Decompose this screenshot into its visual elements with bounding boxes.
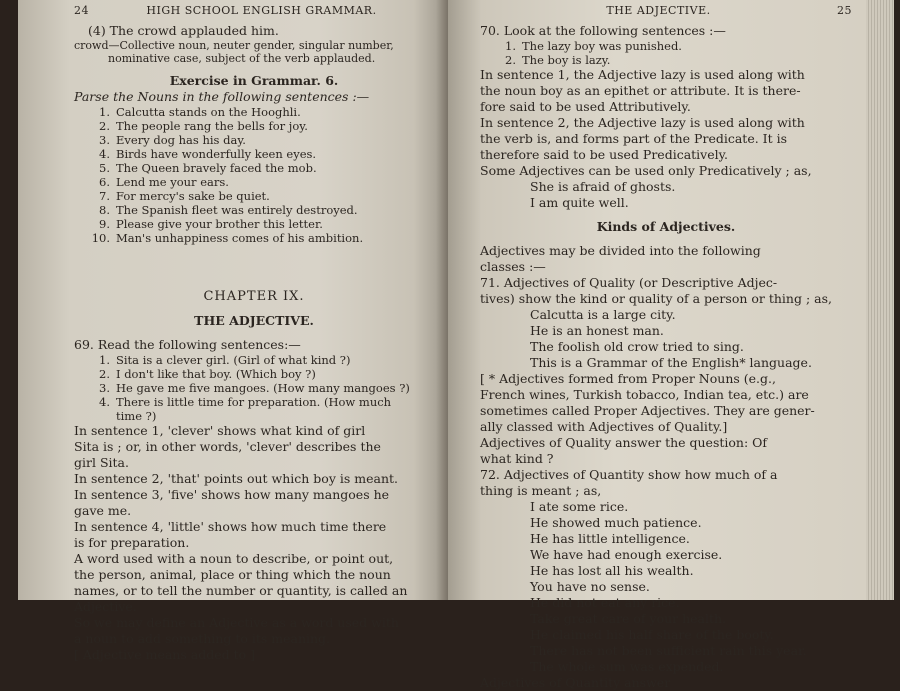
body-line: thing is meant ; as, [480, 483, 602, 498]
example-line: She is afraid of ghosts. [530, 179, 676, 194]
note-line: [ * Adjectives formed from Proper Nouns (e.g., [480, 371, 776, 386]
exercise-item-number: 2. [99, 119, 110, 133]
exercise-item-text: The Spanish fleet was entirely destroyed. [116, 203, 358, 217]
exercise-instruction: Parse the Nouns in the following sentences :— [74, 89, 370, 104]
example-sentence [480, 39, 852, 53]
exercise-item-number: 7. [99, 189, 110, 203]
example-sentence-number: 2. [99, 367, 110, 381]
exercise-item-text: Birds have wonderfully keen eyes. [116, 147, 317, 161]
exercise-item [74, 147, 434, 161]
exercise-item-number: 3. [99, 133, 110, 147]
right-running-head [480, 4, 852, 17]
body-line: In sentence 4, 'little' shows how much time there [74, 519, 387, 534]
proper-adjective-note [480, 371, 852, 435]
example-sentence-text: The lazy boy was punished. [522, 39, 682, 53]
body-line: a noun to add something to its meaning. [74, 631, 331, 646]
body-line: Sita is ; or, in other words, 'clever' describes the [74, 439, 381, 454]
exercise-item-text: For mercy's sake be quiet. [116, 189, 270, 203]
example-sentence [74, 353, 434, 367]
note-line: sometimes called Proper Adjectives. They are gener- [480, 403, 815, 418]
example-sentence [480, 53, 852, 67]
exercise-item-number: 8. [99, 203, 110, 217]
example-line: He has lost all his wealth. [530, 563, 694, 578]
exercise-item [74, 231, 434, 245]
body-line: the person, animal, place or thing which the noun [74, 567, 391, 582]
section-69-list [74, 353, 434, 423]
example-sentence [74, 395, 434, 409]
example-line: Take great care of your health. [530, 611, 727, 626]
example-sentence-text: Sita is a clever girl. (Girl of what kind ?) [116, 353, 351, 367]
example-sentence-text: time ?) [116, 409, 157, 423]
exercise-item [74, 105, 434, 119]
body-line: girl Sita. [74, 455, 129, 470]
body-line: classes :— [480, 259, 546, 274]
section-69-intro: 69. Read the following sentences:— [74, 337, 301, 352]
right-page [448, 0, 866, 690]
note-line: ally classed with Adjectives of Quality.] [480, 419, 728, 434]
exercise-item [74, 217, 434, 231]
example-line: I ate some rice. [530, 499, 629, 514]
body-line: gave me. [74, 503, 132, 518]
example-sentence [74, 409, 434, 423]
exercise-item-text: The people rang the bells for joy. [116, 119, 308, 133]
example-line: He has little intelligence. [530, 531, 690, 546]
section-71 [480, 275, 852, 307]
section-72-examples [480, 499, 852, 675]
body-line: the verb is, and forms part of the Predicate. It is [480, 131, 788, 146]
example-line: There has not been sufficient rain this year. [530, 643, 807, 658]
section-72 [480, 467, 852, 499]
left-running-title: HIGH SCHOOL ENGLISH GRAMMAR. [146, 4, 377, 17]
section-70-body [480, 67, 852, 179]
example-sentence [74, 367, 434, 381]
section-70-intro: 70. Look at the following sentences :— [480, 23, 726, 38]
example-sentence-text: I don't like that boy. (Which boy ?) [116, 367, 316, 381]
exercise-item [74, 189, 434, 203]
body-line: Adjective. [74, 599, 137, 614]
exercise-list [74, 105, 434, 245]
exercise-item-text: Every dog has his day. [116, 133, 246, 147]
exercise-item-number: 1. [99, 105, 110, 119]
note-line: French wines, Turkish tobacco, Indian tea, etc.) are [480, 387, 809, 402]
body-line: In sentence 2, the Adjective lazy is used along with [480, 115, 805, 130]
right-running-title: THE ADJECTIVE. [606, 4, 711, 17]
parse-example-line: crowd—Collective noun, neuter gender, singular number, [74, 39, 394, 52]
left-running-head [74, 4, 434, 17]
left-page-number: 24 [74, 4, 89, 17]
body-line: names, or to tell the number or quantity, is called an [74, 583, 408, 598]
example-sentence-number: 1. [505, 39, 516, 53]
exercise-item-text: Man's unhappiness comes of his ambition. [116, 231, 364, 245]
body-line: In sentence 1, the Adjective lazy is used along with [480, 67, 805, 82]
exercise-item-text: Lend me your ears. [116, 175, 229, 189]
quality-question [480, 435, 852, 467]
example-line: The foolish old crow tried to sing. [530, 339, 744, 354]
example-sentence-number: 4. [99, 395, 110, 409]
exercise-item [74, 203, 434, 217]
example-sentence-number: 3. [99, 381, 110, 395]
open-book [18, 0, 894, 690]
example-line: We have had enough exercise. [530, 547, 723, 562]
exercise-item-text: Calcutta stands on the Hooghli. [116, 105, 301, 119]
exercise-item [74, 119, 434, 133]
exercise-item-number: 5. [99, 161, 110, 175]
example-sentence-number: 2. [505, 53, 516, 67]
kinds-intro [480, 243, 852, 275]
exercise-item [74, 175, 434, 189]
body-line: 71. Adjectives of Quality (or Descriptive Adjec- [480, 275, 778, 290]
section-70-list [480, 39, 852, 67]
exercise-item [74, 161, 434, 175]
body-line: Adjectives may be divided into the following [480, 243, 761, 258]
chapter-title: THE ADJECTIVE. [194, 313, 314, 328]
example-sentence-text: There is little time for preparation. (How much [116, 395, 392, 409]
exercise-item-number: 4. [99, 147, 110, 161]
page-edges [866, 0, 894, 600]
chapter-number: CHAPTER IX. [203, 289, 305, 304]
section-70-examples [480, 179, 852, 211]
body-line: A word used with a noun to describe, or point out, [74, 551, 394, 566]
example-sentence-text: He gave me five mangoes. (How many mangoes ?) [116, 381, 410, 395]
body-line: [ Adjective means added to ] [74, 647, 255, 662]
body-line: Adjectives of Quality answer the question: Of [480, 435, 768, 450]
example-line: He is an honest man. [530, 323, 664, 338]
body-line: what kind ? [480, 451, 554, 466]
example-line: This is a Grammar of the English* language. [530, 355, 812, 370]
exercise-item-number: 10. [91, 231, 110, 245]
exercise-item-text: Please give your brother this letter. [116, 217, 323, 231]
section-71-examples [480, 307, 852, 371]
example-line: I am quite well. [530, 195, 629, 210]
body-line: Some Adjectives can be used only Predicatively ; as, [480, 163, 812, 178]
left-body-text [74, 423, 434, 663]
left-page [18, 0, 448, 662]
exercise-item-number: 9. [99, 217, 110, 231]
exercise-item-text: The Queen bravely faced the mob. [116, 161, 317, 175]
body-line: therefore said to be used Predicatively. [480, 147, 729, 162]
body-line: So we may define an Adjective as a word used with [74, 615, 399, 630]
body-line: 72. Adjectives of Quantity show how much of a [480, 467, 778, 482]
body-line: In sentence 3, 'five' shows how many mangoes he [74, 487, 390, 502]
parse-example-line: (4) The crowd applauded him. [88, 23, 279, 38]
last-line: Adjectives of Quantity answer [480, 675, 671, 690]
body-line: the noun boy as an epithet or attribute. It is there- [480, 83, 801, 98]
example-line: He showed much patience. [530, 515, 702, 530]
kinds-title: Kinds of Adjectives. [596, 219, 736, 234]
exercise-item-number: 6. [99, 175, 110, 189]
body-line: In sentence 2, 'that' points out which boy is meant. [74, 471, 398, 486]
example-sentence [74, 381, 434, 395]
example-line: He claimed his half share of the booty. [530, 627, 774, 642]
parse-example-line: nominative case, subject of the verb applauded. [108, 52, 376, 65]
exercise-title: Exercise in Grammar. 6. [169, 73, 339, 88]
example-line: He did not eat any rice. [530, 595, 680, 610]
exercise-item [74, 133, 434, 147]
example-line: Calcutta is a large city. [530, 307, 676, 322]
body-line: In sentence 1, 'clever' shows what kind of girl [74, 423, 366, 438]
body-line: fore said to be used Attributively. [480, 99, 691, 114]
example-sentence-number: 1. [99, 353, 110, 367]
body-line: is for preparation. [74, 535, 190, 550]
body-line: tives) show the kind or quality of a person or thing ; as, [480, 291, 832, 306]
example-line: The whole sum was expended. [530, 659, 724, 674]
right-page-number: 25 [836, 4, 852, 17]
example-line: You have no sense. [530, 579, 650, 594]
example-sentence-text: The boy is lazy. [522, 53, 611, 67]
